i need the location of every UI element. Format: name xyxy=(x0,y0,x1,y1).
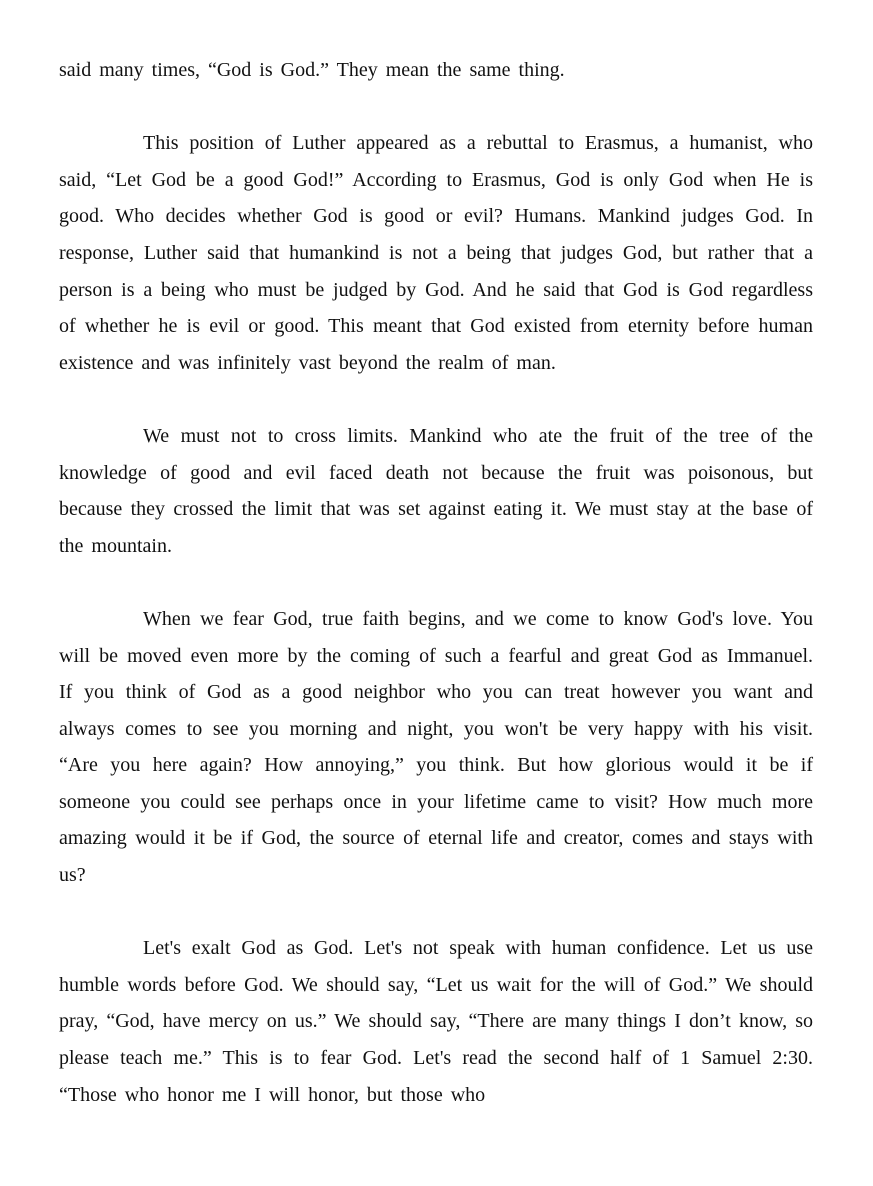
paragraph-gap xyxy=(59,381,813,418)
paragraph-limits: We must not to cross limits. Mankind who ate the fruit of the tree of the knowledge of good and evil faced death not because the fruit was poisonous, but because they crossed the limit that was set against eating it. We must stay at the base of the mountain. xyxy=(59,424,813,557)
paragraph-luther-erasmus: This position of Luther appeared as a rebuttal to Erasmus, a humanist, who said, “Let God be a good God!” According to Erasmus, God is only God when He is good. Who decides whether God is good or evil? Humans. Mankind judges God. In response, Luther said that humankind is not a being that judges God, but rather that a person is a being who must be judged by God. And he said that God is God regardless of whether he is evil or good. This meant that God existed from eternity before human existence and was infinitely vast beyond the realm of man. xyxy=(59,132,813,374)
paragraph-continuation: said many times, “God is God.” They mean the same thing. xyxy=(59,59,565,81)
paragraph-gap xyxy=(59,894,813,931)
paragraph-fear-god: When we fear God, true faith begins, and we come to know God's love. You will be moved even more by the coming of such a fearful and great God as Immanuel. If you think of God as a good neighbor who you can treat however you want and always comes to see you morning and night, you won't be very happy with his visit. “Are you here again? How annoying,” you think. But how glorious would it be if someone you could see perhaps once in your lifetime came to visit? How much more amazing would it be if God, the source of eternal life and creator, comes and stays with us? xyxy=(59,607,813,887)
paragraph-gap xyxy=(59,89,813,126)
paragraph-gap xyxy=(59,564,813,601)
paragraph-exalt-god: Let's exalt God as God. Let's not speak with human confidence. Let us use humble words before God. We should say, “Let us wait for the will of God.” We should pray, “God, have mercy on us.” We should say, “There are many things I don’t know, so please teach me.” This is to fear God. Let's read the second half of 1 Samuel 2:30. “Those who honor me I will honor, but those who xyxy=(59,937,813,1106)
document-page xyxy=(59,52,813,1113)
